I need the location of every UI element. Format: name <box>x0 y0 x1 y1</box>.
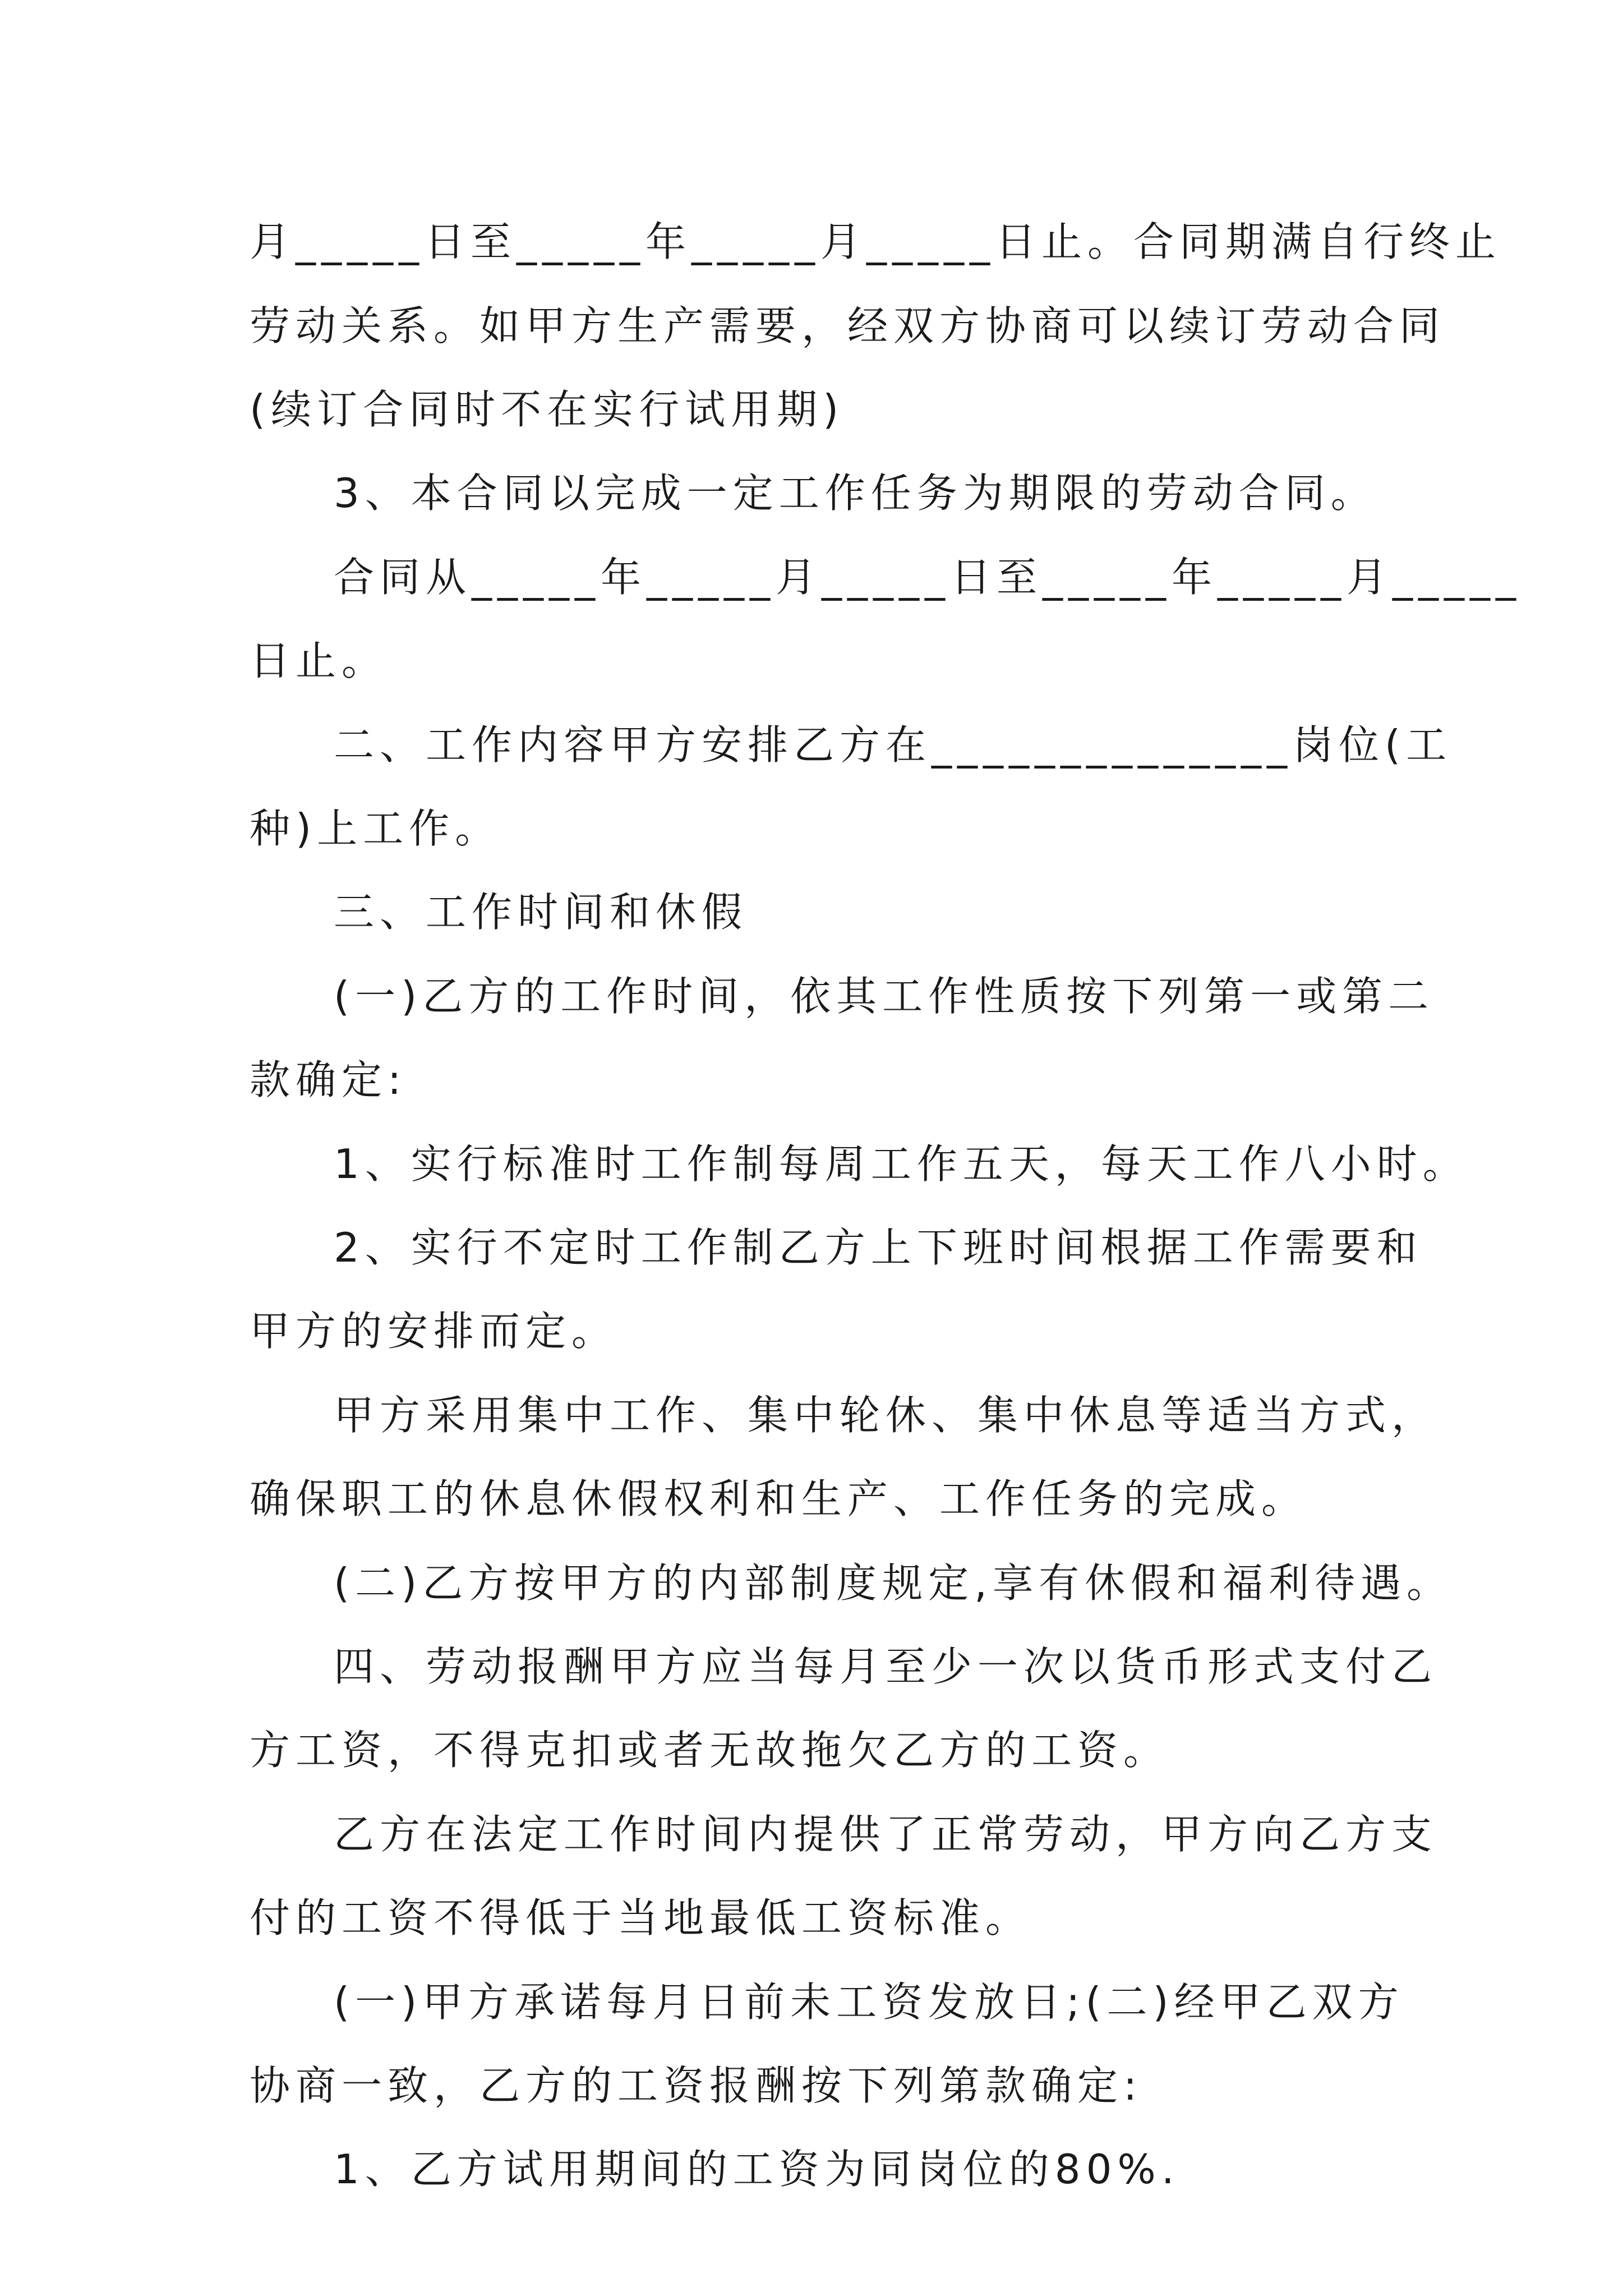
text-line-9: 三、工作时间和休假 <box>334 889 748 936</box>
text-line-6: 日止。 <box>250 637 388 684</box>
text-line-4: 3、本合同以完成一定工作任务为期限的劳动合同。 <box>334 470 1377 517</box>
text-line-10: (一)乙方的工作时间，依其工作性质按下列第一或第二 <box>334 973 1435 1020</box>
text-line-24: 1、乙方试用期间的工资为同岗位的80%. <box>334 2146 1180 2193</box>
text-line-7: 二、工作内容甲方安排乙方在______________岗位(工 <box>334 721 1453 769</box>
text-line-13: 2、实行不定时工作制乙方上下班时间根据工作需要和 <box>334 1224 1423 1271</box>
text-line-23: 协商一致，乙方的工资报酬按下列第款确定: <box>250 2062 1143 2109</box>
text-line-12: 1、实行标准时工作制每周工作五天，每天工作八小时。 <box>334 1140 1469 1188</box>
text-line-2: 劳动关系。如甲方生产需要，经双方协商可以续订劳动合同 <box>250 302 1446 349</box>
text-line-19: 方工资，不得克扣或者无故拖欠乙方的工资。 <box>250 1727 1170 1774</box>
text-line-17: (二)乙方按甲方的内部制度规定,享有休假和福利待遇。 <box>334 1559 1453 1607</box>
text-line-21: 付的工资不得低于当地最低工资标准。 <box>250 1894 1032 1941</box>
text-line-20: 乙方在法定工作时间内提供了正常劳动，甲方向乙方支 <box>334 1811 1438 1858</box>
text-line-3: (续订合同时不在实行试用期) <box>250 386 845 433</box>
text-line-5: 合同从_____年_____月_____日至_____年_____月_____ <box>334 554 1522 601</box>
text-line-8: 种)上工作。 <box>250 805 501 852</box>
text-line-18: 四、劳动报酬甲方应当每月至少一次以货币形式支付乙 <box>334 1643 1438 1690</box>
text-line-22: (一)甲方承诺每月日前未工资发放日;(二)经甲乙双方 <box>334 1978 1404 2026</box>
text-line-15: 甲方采用集中工作、集中轮休、集中休息等适当方式， <box>334 1392 1438 1439</box>
text-line-1: 月_____日至_____年_____月_____日止。合同期满自行终止 <box>250 218 1502 265</box>
text-line-14: 甲方的安排而定。 <box>250 1308 618 1355</box>
text-line-11: 款确定: <box>250 1056 407 1103</box>
text-line-16: 确保职工的休息休假权利和生产、工作任务的完成。 <box>250 1475 1308 1522</box>
